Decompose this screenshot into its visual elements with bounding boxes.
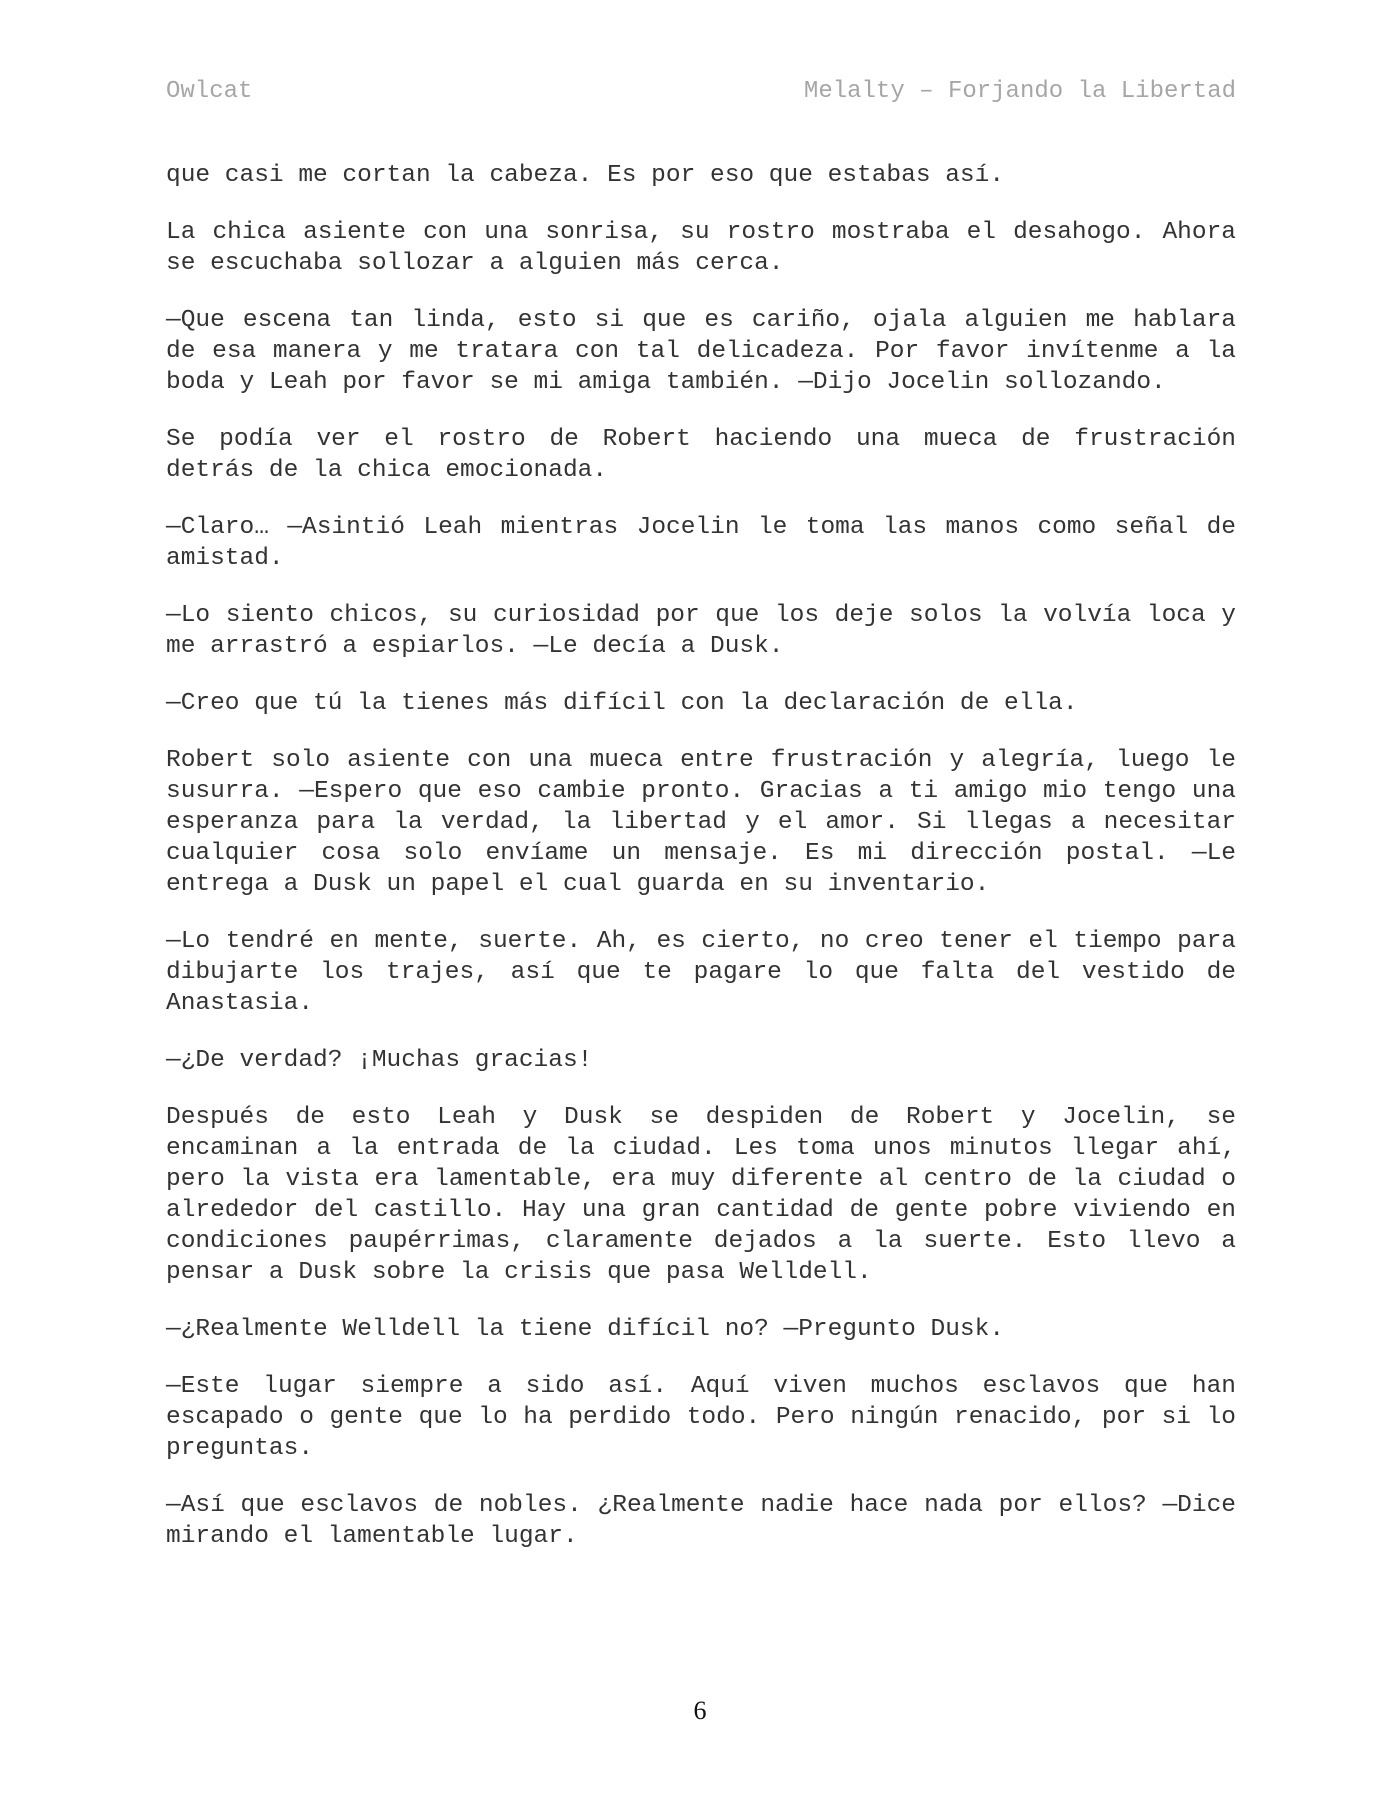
page-header [166, 78, 1236, 107]
body-text [166, 160, 1236, 1578]
paragraph: —Creo que tú la tienes más difícil con la declaración de ella. [166, 690, 1078, 717]
paragraph: Robert solo asiente con una mueca entre frustración y alegría, luego le susurra. —Espero que eso cambie pronto. Gracias a ti amigo mio tengo una esperanza para la verdad, la libertad y el amor. Si llegas a necesitar cualquier cosa solo envíame un mensaje. Es mi dirección postal. —Le entrega a Dusk un papel el cual guarda en su inventario. [166, 747, 1236, 898]
paragraph: Después de esto Leah y Dusk se despiden de Robert y Jocelin, se encaminan a la entrada de la ciudad. Les toma unos minutos llegar ahí, pero la vista era lamentable, era muy diferente al centro de la ciudad o alrededor del castillo. Hay una gran cantidad de gente pobre viviendo en condiciones paupérrimas, claramente dejados a la suerte. Esto llevo a pensar a Dusk sobre la crisis que pasa Welldell. [166, 1104, 1236, 1286]
page-number: 6 [693, 1696, 707, 1725]
paragraph: —Así que esclavos de nobles. ¿Realmente nadie hace nada por ellos? —Dice mirando el lamentable lugar. [166, 1492, 1236, 1550]
paragraph: La chica asiente con una sonrisa, su rostro mostraba el desahogo. Ahora se escuchaba sollozar a alguien más cerca. [166, 219, 1236, 277]
paragraph: Se podía ver el rostro de Robert haciendo una mueca de frustración detrás de la chica emocionada. [166, 426, 1236, 484]
paragraph: —Claro… —Asintió Leah mientras Jocelin le toma las manos como señal de amistad. [166, 514, 1236, 572]
paragraph: —Este lugar siempre a sido así. Aquí viven muchos esclavos que han escapado o gente que lo ha perdido todo. Pero ningún renacido, por si lo preguntas. [166, 1373, 1236, 1462]
paragraph: —Lo siento chicos, su curiosidad por que los deje solos la volvía loca y me arrastró a espiarlos. —Le decía a Dusk. [166, 602, 1236, 660]
paragraph: —Lo tendré en mente, suerte. Ah, es cierto, no creo tener el tiempo para dibujarte los trajes, así que te pagare lo que falta del vestido de Anastasia. [166, 928, 1236, 1017]
paragraph: que casi me cortan la cabeza. Es por eso que estabas así. [166, 162, 1005, 189]
header-author: Owlcat [166, 78, 253, 105]
paragraph: —¿Realmente Welldell la tiene difícil no? —Pregunto Dusk. [166, 1316, 1005, 1343]
paragraph: —Que escena tan linda, esto si que es cariño, ojala alguien me hablara de esa manera y me tratara con tal delicadeza. Por favor invítenme a la boda y Leah por favor se mi amiga también. —Dijo Jocelin sollozando. [166, 307, 1236, 396]
paragraph: —¿De verdad? ¡Muchas gracias! [166, 1047, 593, 1074]
header-title: Melalty – Forjando la Libertad [803, 78, 1236, 105]
